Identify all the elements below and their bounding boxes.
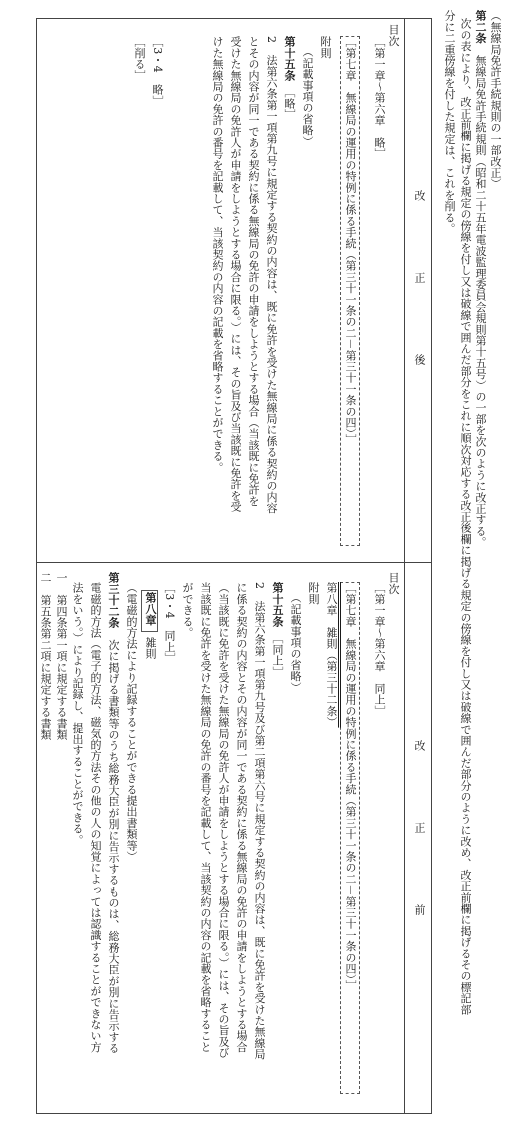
after-toc-ch7: ［第七章 無線局の運用の特例に係る手続（第三十一条の二－第三十一条の四）］ [344,36,357,445]
header-before: 改 正 前 [413,740,426,945]
before-p34: ［3・4 同上］ [163,582,176,664]
after-p2-l4: けた無線局の免許の番号を記載して、当該契約の内容の記載を省略することができる。 [211,36,224,473]
before-toc-title: 目次 [387,572,400,595]
before-art15 [270,582,284,1108]
before-p2-l1 [252,582,266,1108]
after-p34: ［3・4 略］ [151,36,164,107]
after-art15-rest: ［略］ [283,92,296,121]
before-p2-l1-text: 法第六条第一項第九号及び第二項第六号に規定する契約の内容は、既に免許を受けた無線局 [253,600,266,1060]
after-suppl: 附則 [319,36,332,59]
before-toc-ch1-6: ［第一章～第六章 同上］ [373,582,386,717]
header-divider [404,18,405,1114]
after-toc-ch1-6: ［第一章～第六章 略］ [373,36,386,160]
preamble-caption: （無線局免許手続規則の一部改正） [489,10,502,190]
preamble-line1 [473,10,487,1120]
before-p2-num: 2 [253,582,266,590]
before-item1: 一 第四条第一項に規定する書類 [55,572,68,740]
after-p2-l2: とその内容が同一である契約に係る無線局の免許の申請をしようとする場合（当該既に免許を [247,36,260,507]
before-ch8-rest: 雑則 [144,636,157,660]
before-note-omit: （記載事項の省略） [289,592,302,693]
article-2-label: 第二条 [474,10,487,44]
preamble-line3: 分に二重傍線を付した規定は、これを削る。 [443,10,456,234]
before-art32-l3: 法をいう。）により記録し、提出することができる。 [71,582,84,846]
preamble-line1-text: 無線局免許手続規則（昭和二十五年電波監理委員会規則第十五号）の一部を次のように改正する。 [474,54,487,548]
after-toc-title: 目次 [387,24,400,47]
before-p2-l2: に係る契約の内容とその内容が同一である契約に係る無線局の免許の申請をしようとする場合 [235,582,248,1053]
before-item2: 二 第五条第二項に規定する書類 [39,572,52,740]
before-art32-l2: 電磁的方法（電子的方法、磁気的方法その他の人の知覚によっては認識することができない方 [89,582,102,1053]
after-note-omit: （記載事項の省略） [301,46,314,147]
after-deleted: ［削る］ [133,36,146,81]
before-toc-ch8-text: 第八章 雑則（第三十二条） [325,582,338,728]
before-art15-label: 第十五条 [271,582,284,627]
after-p2-l1-text: 法第六条第一項第九号に規定する契約の内容は、既に免許を受けた無線局に係る契約の内容 [265,54,278,514]
after-p2-l1 [264,36,278,556]
table-divider [36,562,432,563]
header-after: 改 正 後 [413,190,426,395]
before-p2-l4: 当該既に免許を受けた無線局の免許の番号を記載して、当該契約の内容の記載を省略すること [199,582,212,1053]
before-p2-l3: （当該既に免許を受けた無線局の免許人が申請をしようとする場合に限る。）には、その旨及び [217,582,230,1059]
before-suppl: 附則 [307,582,320,605]
before-art32-l1-text: 次に掲げる書類等のうち総務大臣が別に告示するものは、総務大臣が別に告示する [107,639,120,1054]
after-art15 [282,36,296,556]
before-art15-rest: ［同上］ [271,638,284,678]
preamble-line2: 次の表により、改正前欄に掲げる規定の傍線を付し又は破線で囲んだ部分をこれに順次対応する改正後欄に掲げる規定の傍線を付し又は破線で囲んだ部分のように改め、改正前欄に掲げるその標記部 [459,18,472,1015]
before-art32-label: 第三十二条 [107,572,120,628]
before-toc-ch8 [324,582,338,1108]
before-ch8 [143,592,157,1108]
before-toc-ch7: ［第七章 無線局の運用の特例に係る手続（第三十一条の二－第三十一条の四）］ [344,582,357,991]
before-ch8-label: 第八章 [144,592,157,626]
after-p2-num: 2 [265,36,278,44]
after-art15-label: 第十五条 [283,36,296,81]
before-p2-l5: ができる。 [181,582,194,638]
before-art32-l1 [106,572,120,1108]
after-p2-l3: 受けた無線局の免許人が申請をしようとする場合に限る。）には、その旨及び当該既に免許を受 [229,36,242,513]
before-note-elec: （電磁的方法により記録することができる提出書類等） [125,582,138,862]
